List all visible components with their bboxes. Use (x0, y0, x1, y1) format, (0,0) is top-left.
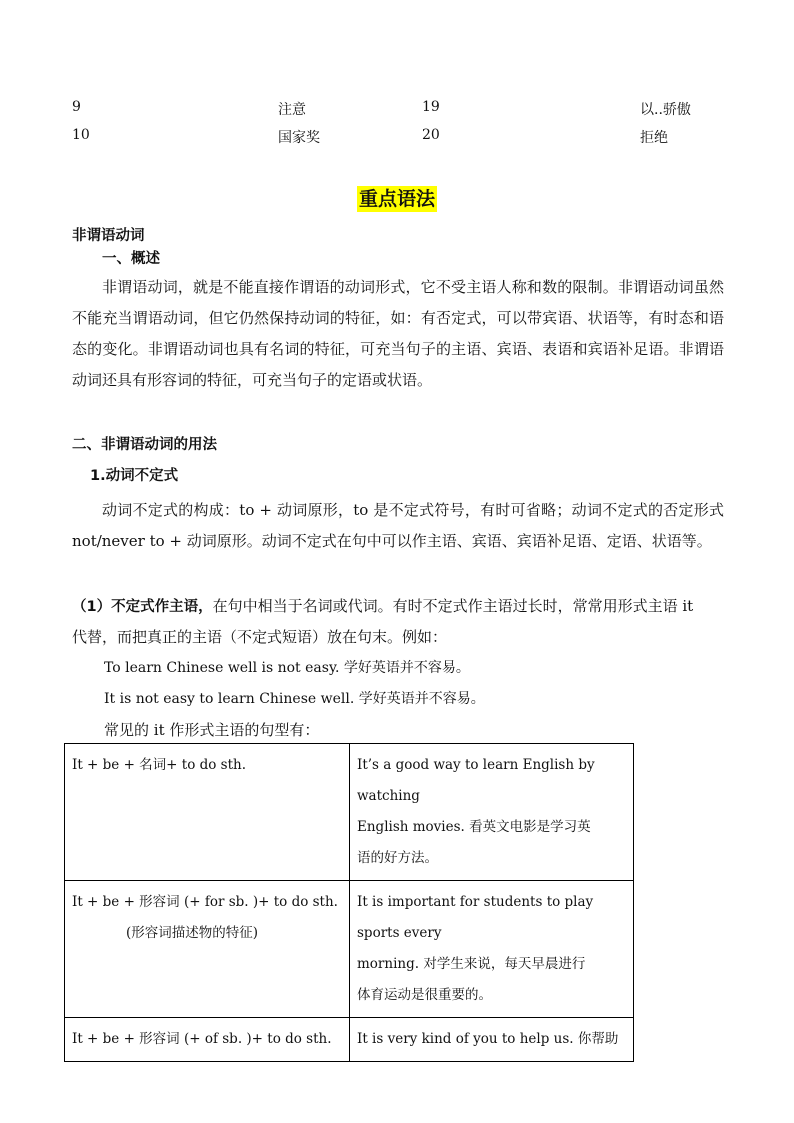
pattern-text: It + be + 形容词 (+ of sb. )+ to do sth. (72, 1031, 332, 1047)
example-line: It is important for students to play (357, 894, 594, 910)
vocab-term-10: 国家奖 (278, 130, 320, 146)
example-cell (350, 744, 634, 881)
pattern-text: It + be + 形容词 (+ for sb. )+ to do sth. (72, 894, 338, 910)
example-line: It’s a good way to learn English by (357, 757, 595, 773)
subject-usage-line1 (72, 595, 693, 616)
table-row (65, 1018, 634, 1062)
title-container (0, 186, 794, 212)
example-sentence-1: To learn Chinese well is not easy. 学好英语并不容易。 (104, 660, 470, 676)
vocab-number-10: 10 (72, 127, 90, 143)
vocab-term-19: 以..骄傲 (640, 102, 691, 118)
vocab-number-9: 9 (72, 99, 81, 115)
example-line: 体育运动是很重要的。 (357, 987, 492, 1003)
sentence-pattern-table (64, 743, 634, 1062)
subject-usage-line2: 代替，而把真正的主语（不定式短语）放在句末。例如： (72, 628, 448, 646)
infinitive-paragraph: 动词不定式的构成：to + 动词原形，to 是不定式符号，有时可省略；动词不定式的否定形式 not/never to + 动词原形。动词不定式在句中可以作主语、宾语、宾语补足语、定语、状语等。 (72, 501, 724, 550)
vocab-term-9: 注意 (278, 102, 306, 118)
pattern-cell (65, 1018, 350, 1062)
subject-usage-text: 在句中相当于名词或代词。有时不定式作主语过长时，常常用形式主语 it (212, 597, 694, 615)
table-row (65, 744, 634, 881)
pattern-note: (形容词描述物的特征) (125, 925, 259, 941)
section-heading: 非谓语动词 (72, 228, 145, 244)
pattern-text: It + be + 名词+ to do sth. (72, 757, 247, 773)
page-title: 重点语法 (358, 188, 435, 210)
example-sentence-2: It is not easy to learn Chinese well. 学好英语并不容易。 (104, 691, 485, 707)
table-intro: 常见的 it 作形式主语的句型有： (104, 721, 320, 739)
example-line: sports every (357, 925, 442, 941)
usage-heading: 二、非谓语动词的用法 (72, 437, 217, 453)
example-line: English movies. 看英文电影是学习英 (357, 819, 591, 835)
pattern-cell (65, 744, 350, 881)
example-cell (350, 881, 634, 1018)
table-row (65, 881, 634, 1018)
infinitive-heading: 1.动词不定式 (90, 468, 179, 484)
subject-usage-label: （1）不定式作主语， (72, 599, 213, 615)
example-cell (350, 1018, 634, 1062)
vocab-term-20: 拒绝 (640, 130, 668, 146)
example-line: morning. 对学生来说，每天早晨进行 (357, 956, 586, 972)
vocab-number-20: 20 (422, 127, 440, 143)
vocab-number-19: 19 (422, 99, 440, 115)
example-line: It is very kind of you to help us. 你帮助 (357, 1031, 619, 1047)
overview-heading: 一、概述 (102, 251, 160, 267)
overview-paragraph: 非谓语动词，就是不能直接作谓语的动词形式，它不受主语人称和数的限制。非谓语动词虽然不能充当谓语动词，但它仍然保持动词的特征，如：有否定式，可以带宾语、状语等，有时态和语态的变化。非谓语动词也具有名词的特征，可充当句子的主语、宾语、表语和宾语补足语。非谓语动词还具有形容词的特征，可充当句子的定语或状语。 (72, 278, 724, 389)
pattern-cell (65, 881, 350, 1018)
example-line: watching (357, 788, 420, 804)
example-line: 语的好方法。 (357, 850, 438, 866)
